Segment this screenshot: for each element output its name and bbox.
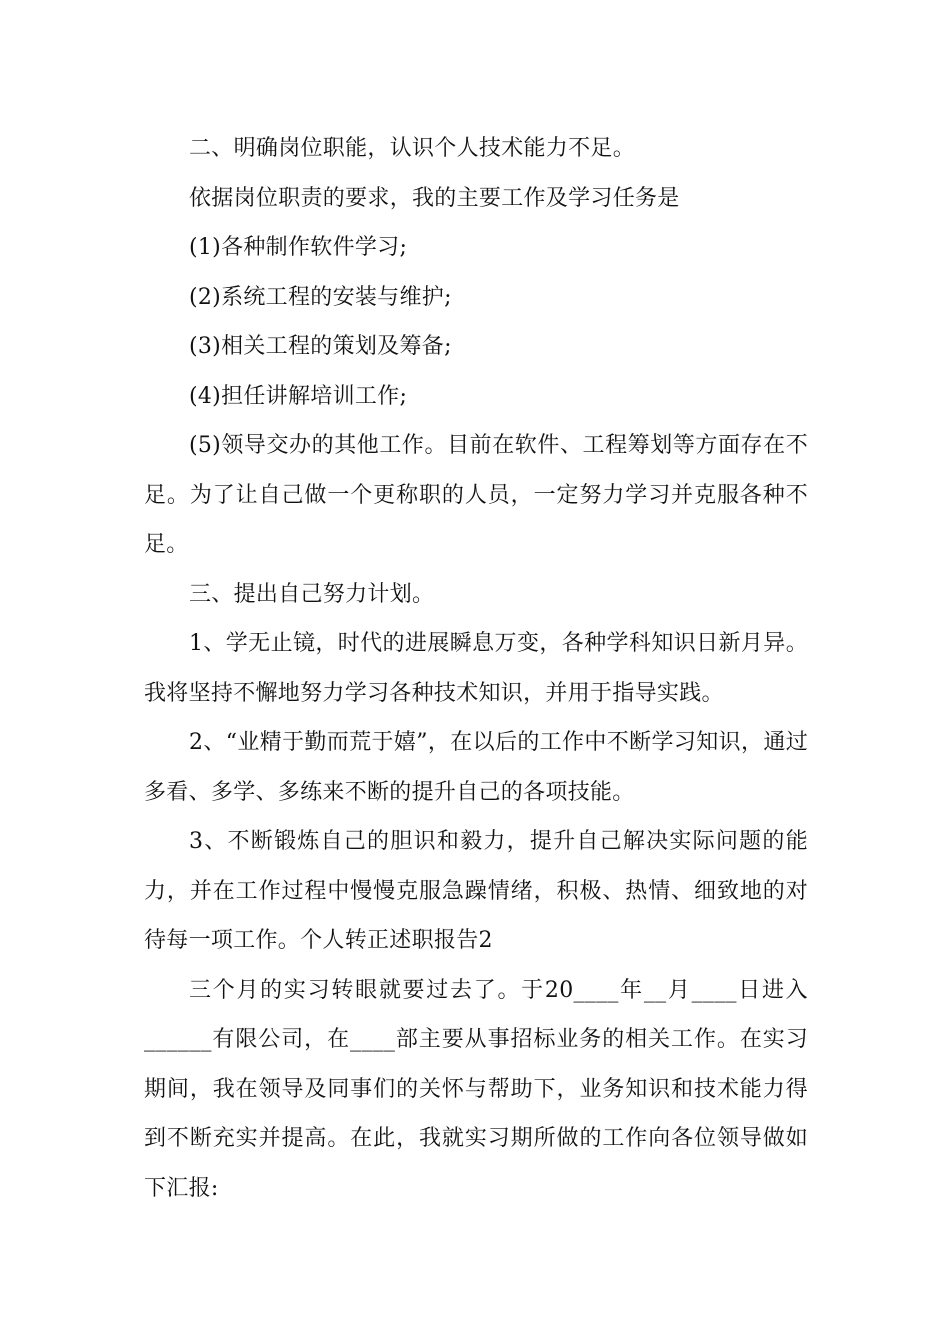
list-item-2: (2)系统工程的安装与维护;	[189, 284, 452, 310]
plan-item-1: 1、学无止镜，时代的进展瞬息万变，各种学科知识日新月异。我将坚持不懈地努力学习各种技术知识，并用于指导实践。	[144, 631, 808, 706]
list-item-4: (4)担任讲解培训工作;	[189, 383, 408, 409]
list-item-1: (1)各种制作软件学习;	[189, 235, 408, 260]
section-heading-3: 三、提出自己努力计划。	[189, 581, 435, 607]
list-item-5: (5)领导交办的其他工作。目前在软件、工程筹划等方面存在不足。为了让自己做一个更称职的人员，一定努力学习并克服各种不足。	[144, 433, 808, 557]
section-heading-2: 二、明确岗位职能，认识个人技术能力不足。	[189, 136, 636, 161]
document-body	[144, 124, 808, 1213]
plan-item-2: 2、“业精于勤而荒于嬉”，在以后的工作中不断学习知识，通过多看、多学、多练来不断的提升自己的各项技能。	[144, 730, 808, 805]
report-2-intro: 三个月的实习转眼就要过去了。于20____年__月____日进入______有限公司，在____部主要从事招标业务的相关工作。在实习期间，我在领导及同事们的关怀与帮助下，业务知识和技术能力得到不断充实并提高。在此，我就实习期所做的工作向各位领导做如下汇报:	[144, 977, 808, 1201]
plan-item-3: 3、不断锻炼自己的胆识和毅力，提升自己解决实际问题的能力，并在工作过程中慢慢克服急躁情绪，积极、热情、细致地的对待每一项工作。个人转正述职报告2	[144, 829, 808, 953]
body-paragraph: 依据岗位职责的要求，我的主要工作及学习任务是	[189, 185, 680, 211]
list-item-3: (3)相关工程的策划及筹备;	[189, 334, 452, 359]
